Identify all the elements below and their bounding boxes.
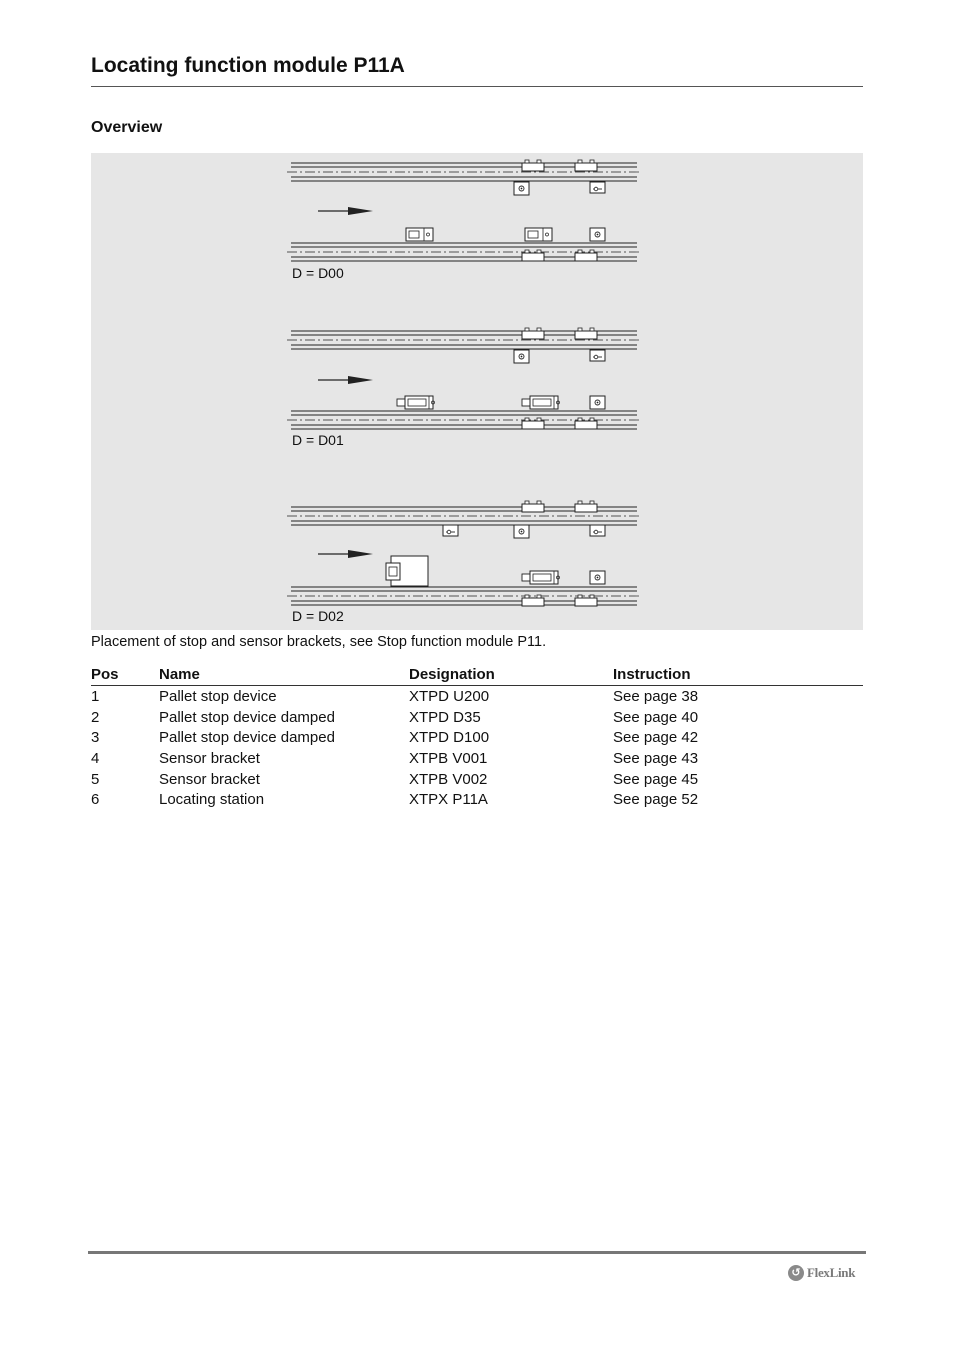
overview-figure xyxy=(91,153,863,630)
header-designation: Designation xyxy=(409,664,613,686)
diagram-d01 xyxy=(287,328,641,429)
cell-name: Sensor bracket xyxy=(159,749,260,767)
cell-instruction: See page 40 xyxy=(613,708,699,726)
title-rule xyxy=(91,86,863,87)
table-row xyxy=(91,727,863,748)
cell-pos: 5 xyxy=(91,770,100,788)
brand-logo xyxy=(788,1263,855,1283)
table-header-row xyxy=(91,664,863,686)
table-row xyxy=(91,789,863,810)
table-row xyxy=(91,769,863,790)
cell-instruction: See page 42 xyxy=(613,729,699,747)
header-pos: Pos xyxy=(91,664,159,686)
cell-designation: XTPB V002 xyxy=(409,770,488,788)
diagram-d02 xyxy=(287,501,641,606)
cell-name: Pallet stop device xyxy=(159,687,277,705)
cell-pos: 4 xyxy=(91,749,100,767)
cell-designation: XTPX P11A xyxy=(409,791,488,809)
diagram-d00 xyxy=(287,160,641,261)
parts-table xyxy=(91,664,863,810)
page-title: Locating function module P11A xyxy=(91,54,405,77)
diagram-label-d00: D = D00 xyxy=(292,265,344,281)
cell-pos: 3 xyxy=(91,729,100,747)
cell-designation: XTPD D100 xyxy=(409,729,490,747)
cell-instruction: See page 45 xyxy=(613,770,699,788)
cell-designation: XTPD U200 xyxy=(409,687,490,705)
cell-name: Locating station xyxy=(159,791,265,809)
cell-name: Pallet stop device damped xyxy=(159,708,335,726)
cell-designation: XTPD D35 xyxy=(409,708,481,726)
cell-name: Pallet stop device damped xyxy=(159,729,335,747)
cell-pos: 2 xyxy=(91,708,100,726)
cell-name: Sensor bracket xyxy=(159,770,260,788)
diagram-label-d02: D = D02 xyxy=(292,608,344,624)
brand-name: FlexLink xyxy=(807,1265,856,1280)
cell-pos: 1 xyxy=(91,687,100,705)
table-row xyxy=(91,686,863,707)
cell-pos: 6 xyxy=(91,791,100,809)
figure-caption: Placement of stop and sensor brackets, see Stop function module P11. xyxy=(91,634,547,650)
cell-instruction: See page 38 xyxy=(613,687,699,705)
table-row xyxy=(91,707,863,728)
cell-instruction: See page 43 xyxy=(613,749,699,767)
conveyor-diagram xyxy=(91,153,863,630)
cell-designation: XTPB V001 xyxy=(409,749,488,767)
header-instruction: Instruction xyxy=(613,664,863,686)
cell-instruction: See page 52 xyxy=(613,791,699,809)
footer-rule xyxy=(88,1251,866,1254)
diagram-label-d01: D = D01 xyxy=(292,432,344,448)
section-heading: Overview xyxy=(91,119,163,136)
header-name: Name xyxy=(159,664,409,686)
table-row xyxy=(91,748,863,769)
flexlink-logo-icon: ↺ xyxy=(788,1265,804,1281)
